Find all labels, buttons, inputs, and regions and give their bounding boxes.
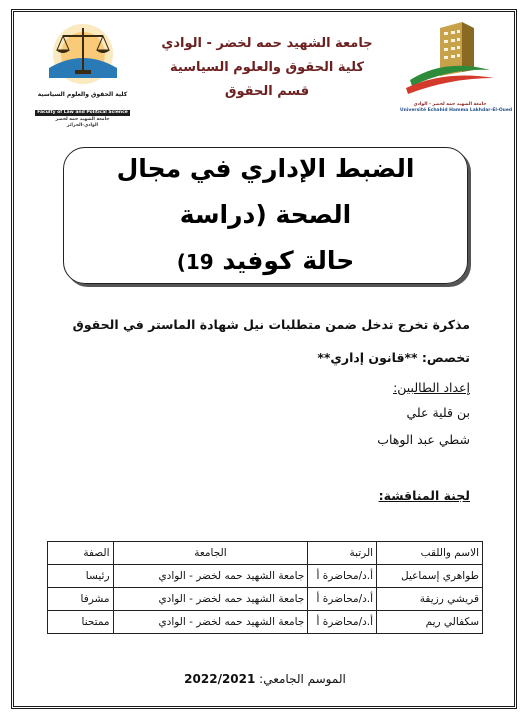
logo-left-caption-en: Faculty of Law and Political Science xyxy=(37,110,128,115)
faculty-name: كلية الحقوق والعلوم السياسية xyxy=(170,60,364,75)
jury-header-role: الصفة xyxy=(48,542,114,565)
jury-table xyxy=(47,541,483,634)
jury-member-role: مشرفا xyxy=(48,588,114,611)
thesis-purpose-line: مذكرة تخرج تدخل ضمن متطلبات نيل شهادة الماستر في الحقوق xyxy=(72,317,470,332)
institution-block xyxy=(142,32,392,104)
jury-member-university: جامعة الشهيد حمه لخضر - الوادي xyxy=(113,565,308,588)
university-logo xyxy=(400,20,513,120)
jury-member-university: جامعة الشهيد حمه لخضر - الوادي xyxy=(113,611,308,634)
faculty-logo xyxy=(30,20,135,130)
logo-left-caption-ar3: الوادي-الجزائر xyxy=(66,123,99,128)
specialty-line: تخصص: **قانون إداري** xyxy=(317,350,470,365)
jury-member-university: جامعة الشهيد حمه لخضر - الوادي xyxy=(113,588,308,611)
thesis-title-line1: الضبط الإداري في مجال الصحة (دراسة xyxy=(116,154,415,229)
table-row xyxy=(48,611,483,634)
jury-member-role: رئيسا xyxy=(48,565,114,588)
jury-header-university: الجامعة xyxy=(113,542,308,565)
table-row xyxy=(48,588,483,611)
jury-member-rank: أ.د/محاضرة أ xyxy=(308,565,377,588)
scales-of-justice-icon xyxy=(43,20,123,88)
jury-member-role: ممتحنا xyxy=(48,611,114,634)
jury-table-header-row xyxy=(48,542,483,565)
prepared-by-label: إعداد الطالبين: xyxy=(393,380,470,395)
university-name: جامعة الشهيد حمه لخضر - الوادي xyxy=(161,36,373,51)
student-name-2: شطي عبد الوهاب xyxy=(377,432,470,447)
jury-member-name: طواهري إسماعيل xyxy=(377,565,483,588)
logo-left-caption-ar: كلية الحقوق والعلوم السياسية xyxy=(37,91,128,98)
jury-member-rank: أ.د/محاضرة أ xyxy=(308,588,377,611)
academic-season-label: الموسم الجامعي: xyxy=(255,672,346,686)
thesis-title-line2 xyxy=(76,238,456,285)
student-name-1: بن قلية علي xyxy=(406,405,470,420)
table-row xyxy=(48,565,483,588)
jury-member-name: سكفالي ريم xyxy=(377,611,483,634)
thesis-title-line2-text: حالة كوفيد xyxy=(213,246,355,275)
department-name: قسم الحقوق xyxy=(224,84,310,99)
header xyxy=(30,20,513,138)
jury-member-name: قريشي رزيقة xyxy=(377,588,483,611)
committee-title: لجنة المناقشة: xyxy=(378,488,470,503)
jury-header-name: الاسم واللقب xyxy=(377,542,483,565)
title-box xyxy=(63,147,468,284)
logo-right-caption-en: Université Echahid Hamma Lakhdar-El-Oued xyxy=(400,108,513,113)
jury-member-rank: أ.د/محاضرة أ xyxy=(308,611,377,634)
academic-season xyxy=(0,672,530,686)
thesis-title xyxy=(76,146,456,285)
thesis-title-line2-number: 19) xyxy=(176,250,214,274)
logo-left-caption-ar2: جامعة الشهيد حمه لخضر xyxy=(55,117,110,122)
logo-right-caption-ar: جامعة الشهيد حمه لخضر - الوادي xyxy=(413,102,487,107)
jury-header-rank: الرتبة xyxy=(308,542,377,565)
university-building-icon xyxy=(400,20,500,98)
academic-season-year: 2022/2021 xyxy=(184,672,256,686)
